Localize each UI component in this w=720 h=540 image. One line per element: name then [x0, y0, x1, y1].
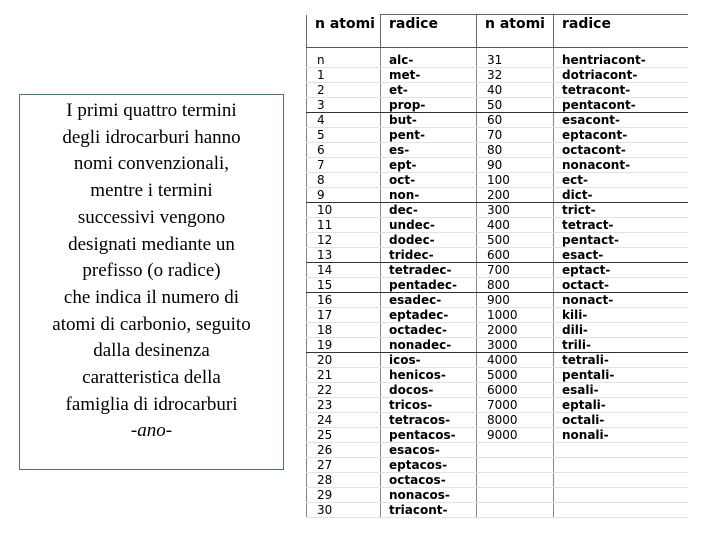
- atom-count: [477, 487, 554, 502]
- note-line: nomi convenzionali,: [73, 153, 230, 175]
- note-line: che indica il numero di: [63, 286, 240, 308]
- atom-count: 70: [477, 127, 554, 142]
- note-line: caratteristica della: [82, 367, 221, 389]
- atom-count: 29: [307, 487, 381, 502]
- root-prefix: dodec-: [381, 232, 477, 247]
- atom-count: 2: [307, 82, 381, 97]
- root-prefix: [554, 442, 689, 457]
- atom-count: 22: [307, 382, 381, 397]
- atom-count: 9000: [477, 427, 554, 442]
- root-prefix: ept-: [381, 157, 477, 172]
- root-prefix: non-: [381, 187, 477, 202]
- atom-count: 1: [307, 67, 381, 82]
- root-prefix: alc-: [381, 53, 477, 68]
- table-row: [307, 502, 689, 517]
- table-row: [307, 487, 689, 502]
- root-prefix: tetrali-: [554, 352, 689, 367]
- root-prefix: esact-: [554, 247, 689, 262]
- header-n-atomi: n atomi: [307, 15, 381, 48]
- table-row: [307, 292, 689, 307]
- atom-count: 24: [307, 412, 381, 427]
- root-prefix: docos-: [381, 382, 477, 397]
- atom-count: 50: [477, 97, 554, 112]
- atom-count: 3: [307, 97, 381, 112]
- atom-count: 19: [307, 337, 381, 352]
- atom-count: n: [307, 53, 381, 68]
- table-row: [307, 232, 689, 247]
- atom-count: 7: [307, 157, 381, 172]
- atom-count: 10: [307, 202, 381, 217]
- root-prefix: ect-: [554, 172, 689, 187]
- table-row: [307, 247, 689, 262]
- table-row: [307, 112, 689, 127]
- table-row: [307, 67, 689, 82]
- root-prefix: pentacont-: [554, 97, 689, 112]
- note-line: prefisso (o radice): [82, 260, 221, 282]
- root-prefix: esadec-: [381, 292, 477, 307]
- atom-count: 4: [307, 112, 381, 127]
- table-row: [307, 202, 689, 217]
- root-prefix: nonali-: [554, 427, 689, 442]
- root-prefix: octali-: [554, 412, 689, 427]
- atom-count: 26: [307, 442, 381, 457]
- root-prefix: pent-: [381, 127, 477, 142]
- atom-count: 4000: [477, 352, 554, 367]
- suffix-ano: -ano-: [130, 420, 173, 442]
- root-prefix: eptacont-: [554, 127, 689, 142]
- root-prefix: pentali-: [554, 367, 689, 382]
- root-prefix: esacos-: [381, 442, 477, 457]
- atom-count: 20: [307, 352, 381, 367]
- root-prefix: met-: [381, 67, 477, 82]
- table-row: [307, 307, 689, 322]
- root-prefix: esali-: [554, 382, 689, 397]
- root-prefix: eptadec-: [381, 307, 477, 322]
- atom-count: 31: [477, 53, 554, 68]
- atom-count: 80: [477, 142, 554, 157]
- root-prefix: octadec-: [381, 322, 477, 337]
- atom-count: [477, 472, 554, 487]
- root-prefix: esacont-: [554, 112, 689, 127]
- root-prefix: pentacos-: [381, 427, 477, 442]
- table-row: [307, 352, 689, 367]
- table-row: [307, 127, 689, 142]
- root-prefix: trict-: [554, 202, 689, 217]
- root-prefix: [554, 487, 689, 502]
- atom-count: 600: [477, 247, 554, 262]
- header-n-atomi: n atomi: [477, 15, 554, 48]
- atom-count: 32: [477, 67, 554, 82]
- root-prefix: dict-: [554, 187, 689, 202]
- prefix-table: [306, 14, 688, 527]
- atom-count: 12: [307, 232, 381, 247]
- root-prefix: octacos-: [381, 472, 477, 487]
- atom-count: 7000: [477, 397, 554, 412]
- root-prefix: [554, 502, 689, 517]
- root-prefix: dec-: [381, 202, 477, 217]
- atom-count: 13: [307, 247, 381, 262]
- note-line: designati mediante un: [68, 233, 235, 255]
- root-prefix: pentact-: [554, 232, 689, 247]
- atom-count: 500: [477, 232, 554, 247]
- atom-count: 200: [477, 187, 554, 202]
- table-row: [307, 322, 689, 337]
- header-radice: radice: [554, 15, 689, 48]
- root-prefix: henicos-: [381, 367, 477, 382]
- table-row: [307, 142, 689, 157]
- atom-count: 40: [477, 82, 554, 97]
- atom-count: 27: [307, 457, 381, 472]
- note-line: famiglia di idrocarburi: [65, 393, 238, 415]
- root-prefix: tridec-: [381, 247, 477, 262]
- atom-count: 25: [307, 427, 381, 442]
- root-prefix: eptacos-: [381, 457, 477, 472]
- atom-count: 9: [307, 187, 381, 202]
- root-prefix: octact-: [554, 277, 689, 292]
- root-prefix: tetracos-: [381, 412, 477, 427]
- root-prefix: es-: [381, 142, 477, 157]
- table-row: [307, 172, 689, 187]
- atom-count: 1000: [477, 307, 554, 322]
- atom-count: 14: [307, 262, 381, 277]
- root-prefix: prop-: [381, 97, 477, 112]
- table-row: [307, 382, 689, 397]
- atom-count: 28: [307, 472, 381, 487]
- atom-count: 300: [477, 202, 554, 217]
- atom-count: 11: [307, 217, 381, 232]
- table-row: [307, 472, 689, 487]
- root-prefix: eptali-: [554, 397, 689, 412]
- root-prefix: nonact-: [554, 292, 689, 307]
- atom-count: 700: [477, 262, 554, 277]
- table-header-row: [307, 15, 689, 48]
- atom-count: 8000: [477, 412, 554, 427]
- table-row: [307, 412, 689, 427]
- note-line: successivi vengono: [77, 206, 226, 228]
- header-radice: radice: [381, 15, 477, 48]
- root-prefix: et-: [381, 82, 477, 97]
- table-row: [307, 337, 689, 352]
- note-line: I primi quattro termini: [66, 100, 237, 121]
- root-prefix: pentadec-: [381, 277, 477, 292]
- table-row: [307, 442, 689, 457]
- atom-count: 2000: [477, 322, 554, 337]
- table-row: [307, 277, 689, 292]
- atom-count: 60: [477, 112, 554, 127]
- atom-count: [477, 442, 554, 457]
- atom-count: 900: [477, 292, 554, 307]
- atom-count: 8: [307, 172, 381, 187]
- root-prefix: hentriacont-: [554, 53, 689, 68]
- atom-count: [477, 457, 554, 472]
- atom-count: 16: [307, 292, 381, 307]
- table-row: [307, 217, 689, 232]
- atom-count: 800: [477, 277, 554, 292]
- atom-count: [477, 502, 554, 517]
- atom-count: 30: [307, 502, 381, 517]
- root-prefix: nonacos-: [381, 487, 477, 502]
- root-prefix: triacont-: [381, 502, 477, 517]
- table-row: [307, 187, 689, 202]
- root-prefix: [554, 472, 689, 487]
- root-prefix: tetracont-: [554, 82, 689, 97]
- root-prefix: tetradec-: [381, 262, 477, 277]
- table-row: [307, 427, 689, 442]
- atom-count: 21: [307, 367, 381, 382]
- explanation-text-box: [19, 94, 284, 470]
- root-prefix: icos-: [381, 352, 477, 367]
- atom-count: 6: [307, 142, 381, 157]
- atom-count: 23: [307, 397, 381, 412]
- root-prefix: trili-: [554, 337, 689, 352]
- table-row: [307, 97, 689, 112]
- root-prefix: tricos-: [381, 397, 477, 412]
- table-row: [307, 82, 689, 97]
- root-prefix: nonacont-: [554, 157, 689, 172]
- table-row: [307, 397, 689, 412]
- atom-count: 5000: [477, 367, 554, 382]
- atom-count: 5: [307, 127, 381, 142]
- table-row: [307, 262, 689, 277]
- table-row: [307, 457, 689, 472]
- root-prefix: dotriacont-: [554, 67, 689, 82]
- atom-count: 6000: [477, 382, 554, 397]
- root-prefix: oct-: [381, 172, 477, 187]
- root-prefix: nonadec-: [381, 337, 477, 352]
- table-row: [307, 53, 689, 68]
- root-prefix: but-: [381, 112, 477, 127]
- atom-count: 18: [307, 322, 381, 337]
- root-prefix: octacont-: [554, 142, 689, 157]
- note-line: degli idrocarburi hanno: [62, 126, 241, 148]
- atom-count: 90: [477, 157, 554, 172]
- root-prefix: eptact-: [554, 262, 689, 277]
- root-prefix: tetract-: [554, 217, 689, 232]
- root-prefix: undec-: [381, 217, 477, 232]
- atom-count: 17: [307, 307, 381, 322]
- atom-count: 100: [477, 172, 554, 187]
- table-row: [307, 157, 689, 172]
- note-line: atomi di carbonio, seguito: [52, 313, 251, 335]
- root-prefix: [554, 457, 689, 472]
- root-prefix: kili-: [554, 307, 689, 322]
- note-line: mentre i termini: [90, 180, 213, 202]
- atom-count: 400: [477, 217, 554, 232]
- atom-count: 3000: [477, 337, 554, 352]
- atom-count: 15: [307, 277, 381, 292]
- root-prefix: dili-: [554, 322, 689, 337]
- note-line: dalla desinenza: [93, 340, 210, 362]
- table-row: [307, 367, 689, 382]
